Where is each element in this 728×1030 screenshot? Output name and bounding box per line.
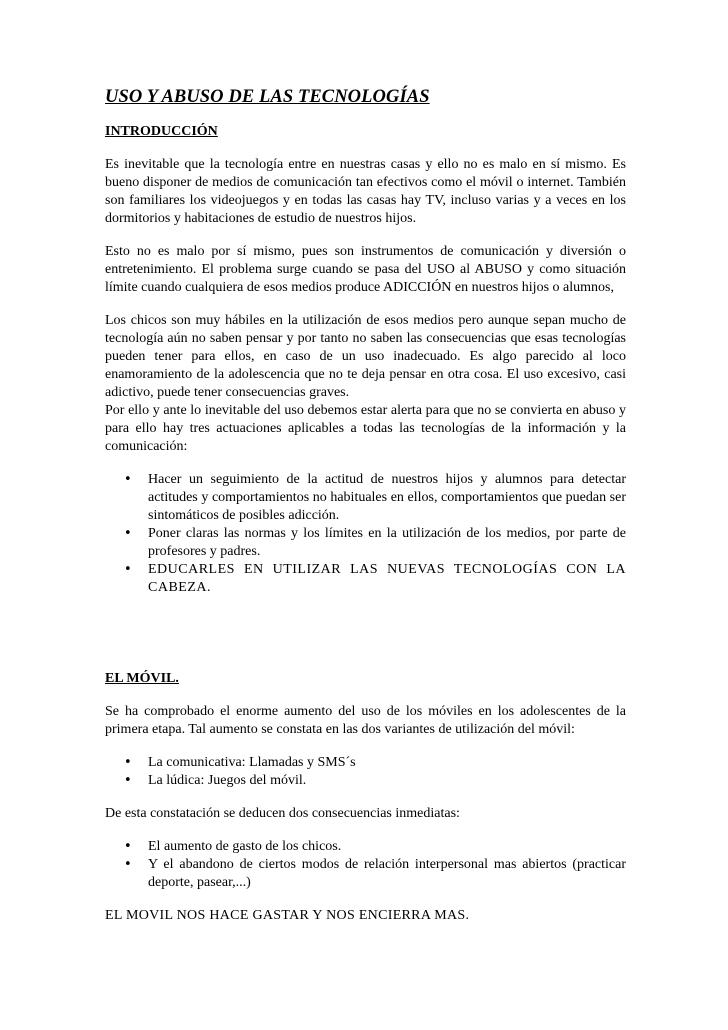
list-item (105, 772, 626, 790)
section-heading-movil: EL MÓVIL. (105, 671, 179, 686)
list-item (105, 754, 626, 772)
intro-paragraph-3: Los chicos son muy hábiles en la utilización de esos medios pero aunque sepan mucho de tecnología aún no saben pensar y por tanto no saben las consecuencias que esas tecnologías pueden tener para ellos, en caso de un uso inadecuado. Es algo parecido al loco enamoramiento de la adolescencia que no te deja pensar en otra cosa. El uso excesivo, casi adictivo, puede tener consecuencias graves. (105, 313, 626, 400)
bullet-icon: • (124, 857, 132, 872)
section-heading-introduccion: INTRODUCCIÓN (105, 124, 218, 139)
document-page (105, 80, 626, 925)
usage-variants-list (105, 754, 626, 790)
list-item-text: El aumento de gasto de los chicos. (148, 839, 342, 854)
closing-statement: EL MOVIL NOS HACE GASTAR Y NOS ENCIERRA MAS. (105, 908, 470, 923)
movil-paragraph-2: De esta constatación se deducen dos consecuencias inmediatas: (105, 806, 460, 821)
actions-list (105, 471, 626, 597)
intro-paragraph-2: Esto no es malo por sí mismo, pues son instrumentos de comunicación y diversión o entretenimiento. El problema surge cuando se pasa del USO al ABUSO y como situación límite cuando cualquiera de esos medios produce ADICCIÓN en nuestros hijos o alumnos, (105, 244, 626, 295)
list-item (105, 838, 626, 856)
bullet-icon: • (124, 526, 132, 541)
list-item-text: La comunicativa: Llamadas y SMS´s (148, 755, 356, 770)
movil-paragraph-1: Se ha comprobado el enorme aumento del uso de los móviles en los adolescentes de la primera etapa. Tal aumento se constata en las dos variantes de utilización del móvil: (105, 704, 626, 737)
bullet-icon: • (124, 839, 132, 854)
list-item-text: Y el abandono de ciertos modos de relación interpersonal mas abiertos (practicar deporte, pasear,...) (148, 857, 626, 890)
bullet-icon: • (124, 472, 132, 487)
list-item (105, 856, 626, 892)
intro-paragraph-1: Es inevitable que la tecnología entre en nuestras casas y ello no es malo en sí mismo. Es bueno disponer de medios de comunicación tan efectivos como el móvil o internet. También son familiares los videojuegos y en todas las casas hay TV, incluso varias y a veces en los dormitorios y habitaciones de estudio de nuestros hijos. (105, 157, 626, 226)
list-item (105, 471, 626, 525)
bullet-icon: • (124, 755, 132, 770)
document-title: USO Y ABUSO DE LAS TECNOLOGÍAS (105, 87, 430, 107)
bullet-icon: • (124, 773, 132, 788)
consequences-list (105, 838, 626, 892)
list-item-text: Poner claras las normas y los límites en la utilización de los medios, por parte de profesores y padres. (148, 526, 626, 559)
list-item-text: La lúdica: Juegos del móvil. (148, 773, 307, 788)
list-item (105, 561, 626, 597)
list-item (105, 525, 626, 561)
intro-paragraph-4: Por ello y ante lo inevitable del uso debemos estar alerta para que no se convierta en abuso y para ello hay tres actuaciones aplicables a todas las tecnologías de la información y la comunicación: (105, 403, 626, 454)
bullet-icon: • (124, 562, 133, 577)
list-item-text: Hacer un seguimiento de la actitud de nuestros hijos y alumnos para detectar actitudes y comportamientos no habituales en ellos, comportamientos que puedan ser sintomáticos de posibles adicción. (148, 472, 626, 523)
list-item-text: EDUCARLES EN UTILIZAR LAS NUEVAS TECNOLOGÍAS CON LA CABEZA. (148, 562, 626, 595)
